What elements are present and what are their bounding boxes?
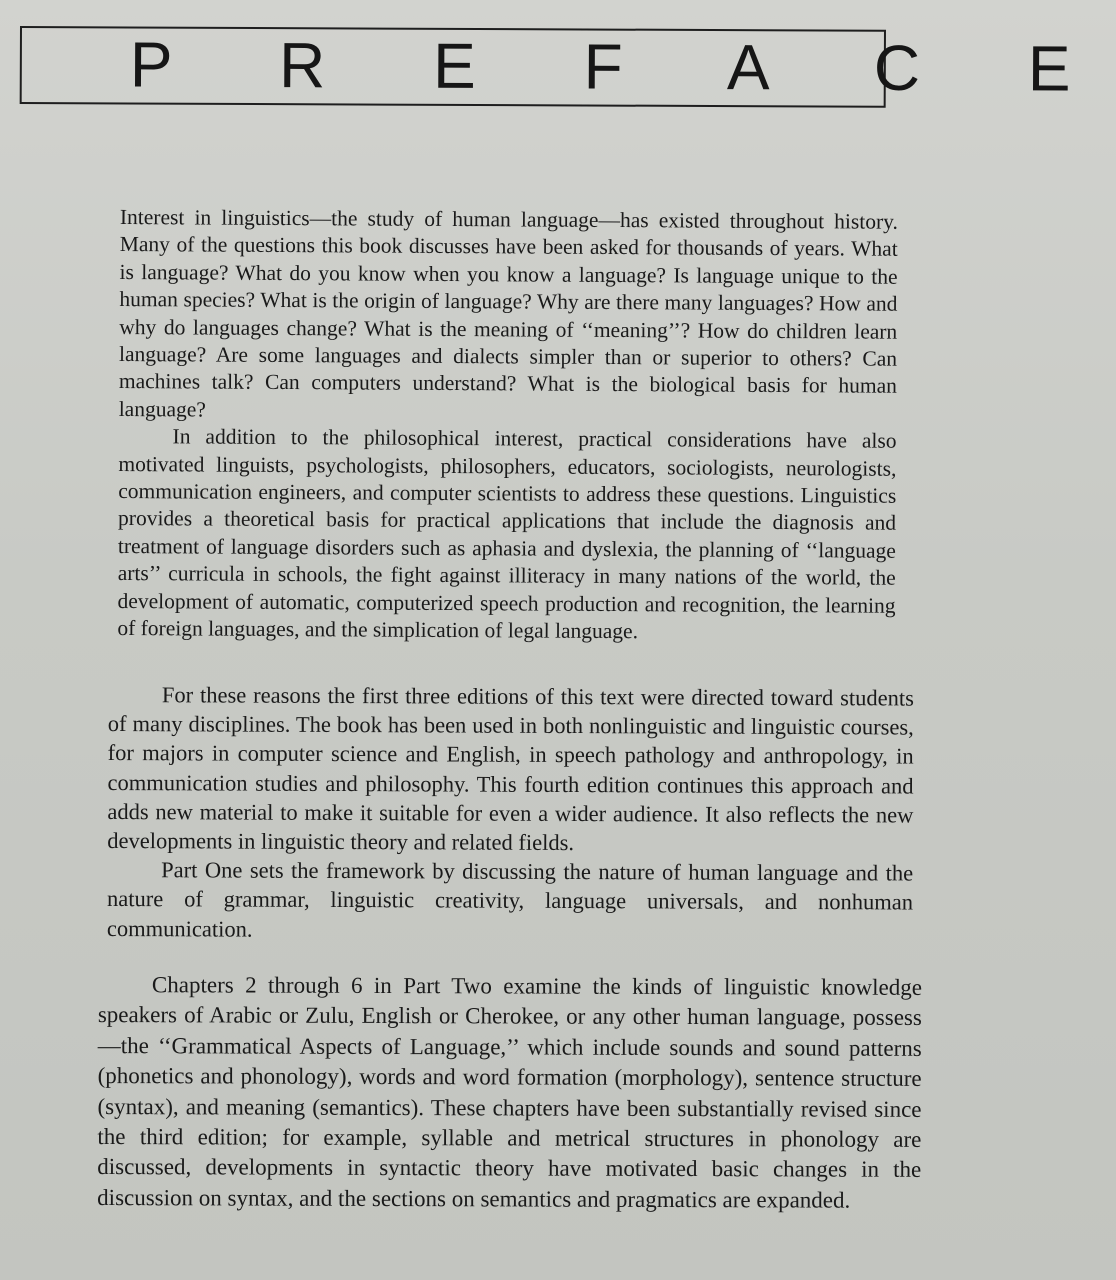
preface-body-upper	[117, 204, 898, 647]
paragraph-3: For these reasons the first three editions of this text were directed toward students of many disciplines. The book has been used in both nonlinguistic and linguistic courses, for majors in computer science and English, in speech pathology and anthropology, in communication studies and philosophy. This fourth edition continues this approach and adds new material to make it suitable for even a wider audience. It also reflects the new developments in linguistic theory and related fields.	[107, 682, 914, 856]
preface-body-middle	[107, 680, 914, 946]
paragraph-4: Part One sets the framework by discussing the nature of human language and the nature of grammar, linguistic creativity, language universals, and nonhuman communication.	[106, 857, 914, 942]
paragraph-5: Chapters 2 through 6 in Part Two examine the kinds of linguistic knowledge speakers of Arabic or Zulu, English or Cherokee, or any other human language, possess—the ‘‘Grammatical Aspects of Language,’’ which include sounds and sound patterns (phonetics and phonology), words and word formation (morphology), sentence structure (syntax), and meaning (semantics). These chapters have been substantially revised since the third edition; for example, syllable and metrical structures in phonology are discussed, developments in syntactic theory have motivated basic changes in the discussion on syntax, and the sections on semantics and pragmatics are expanded.	[97, 972, 922, 1213]
preface-body-lower	[97, 970, 922, 1216]
paragraph-1: Interest in linguistics—the study of human language—has existed throughout history. Many of the questions this book discusses have been asked for thousands of years. What is language? What do you know when you know a language? Is language unique to the human species? What is the origin of language? Why are there many languages? How and why do languages change? What is the meaning of ‘‘meaning’’? How do children learn language? Are some languages and dialects simpler than or superior to others? Can machines talk? Can computers understand? What is the biological basis for human language?	[118, 204, 898, 422]
page-title: P R E F A C E	[129, 28, 1116, 105]
paragraph-2: In addition to the philosophical interest, practical considerations have also motivated linguists, psychologists, philosophers, educators, sociologists, neurologists, communication engineers, and computer scientists to address these questions. Linguistics provides a theoretical basis for practical applications that include the diagnosis and treatment of language disorders such as aphasia and dyslexia, the planning of ‘‘language arts’’ curricula in schools, the fight against illiteracy in many nations of the world, the development of automatic, computerized speech production and recognition, the learning of foreign languages, and the simplication of legal language.	[117, 424, 897, 644]
preface-title-box	[20, 26, 1116, 108]
